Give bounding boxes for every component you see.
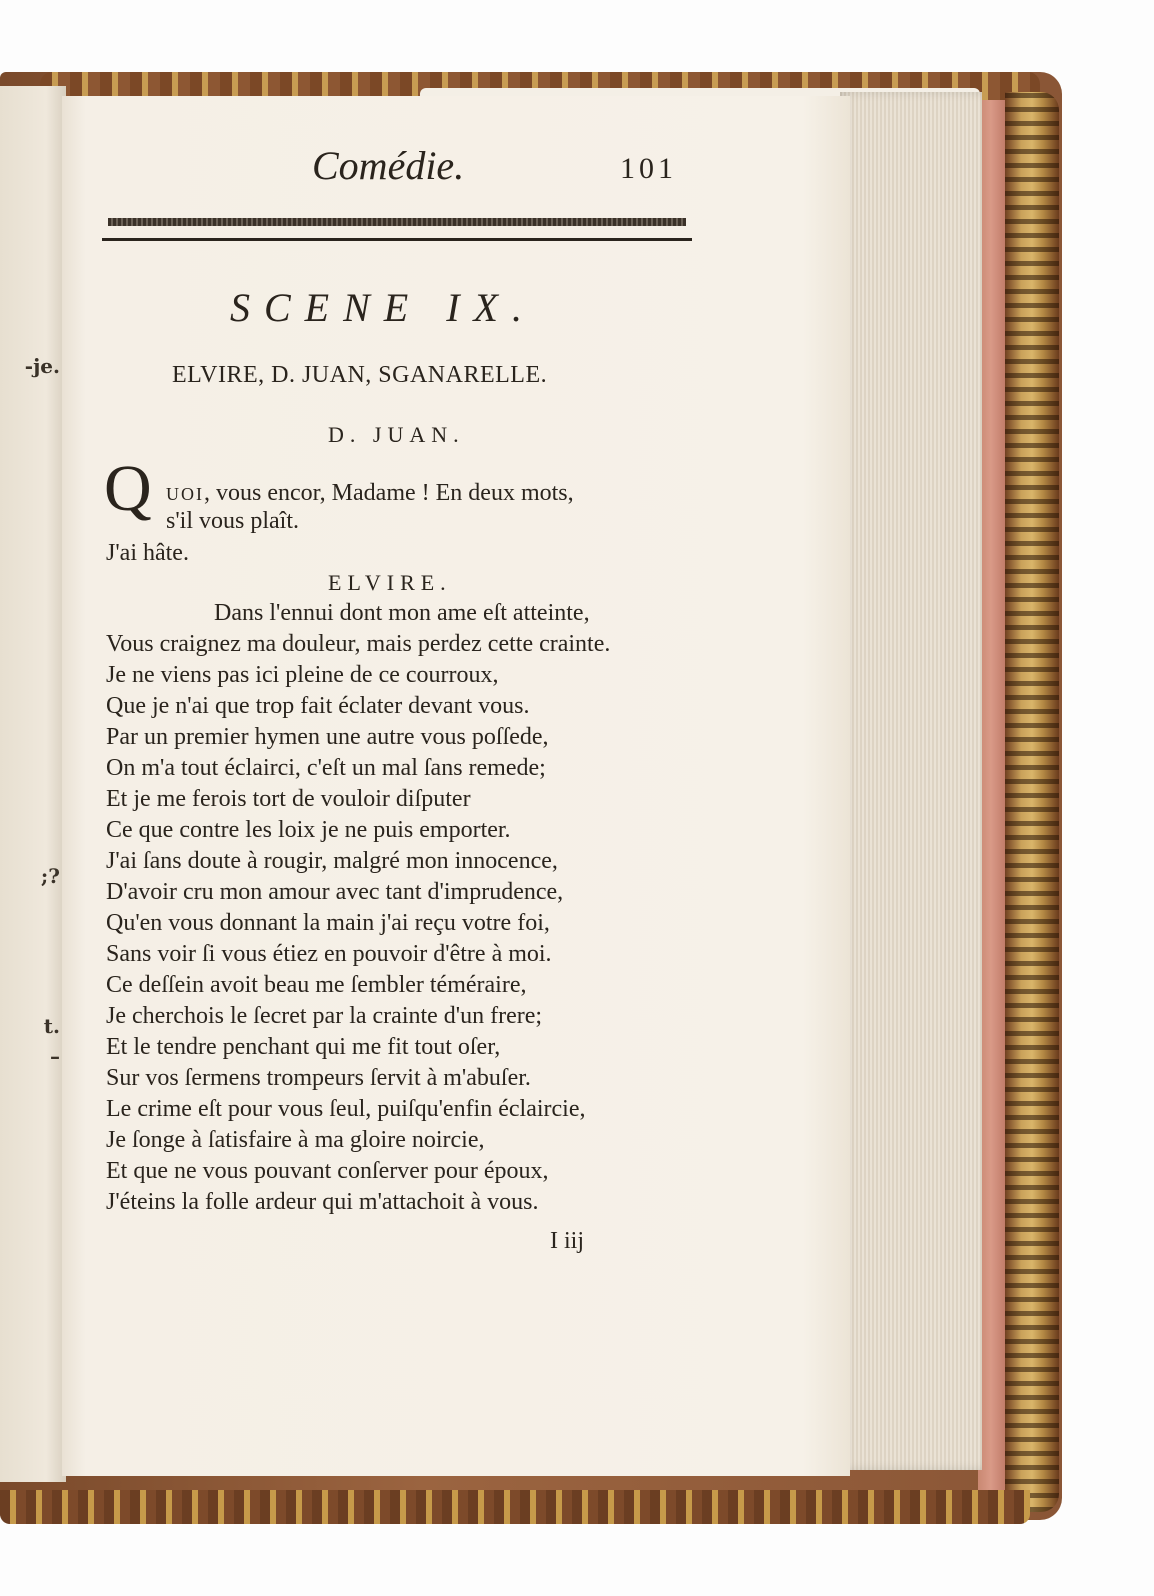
header-rule <box>102 238 692 241</box>
speaker-name: ELVIRE. <box>328 570 452 595</box>
verse-line: Le crime eſt pour vous ſeul, puiſqu'enfin éclaircie, <box>106 1096 586 1122</box>
left-page-fragment: – <box>50 1044 60 1068</box>
verse-line: On m'a tout éclairci, c'eſt un mal ſans remede; <box>106 755 546 781</box>
drop-cap: Q <box>104 452 152 525</box>
signature-mark: I iij <box>550 1228 584 1254</box>
verse-line: Je cherchois le ſecret par la crainte d'un frere; <box>106 1003 543 1029</box>
verse-line: Sans voir ſi vous étiez en pouvoir d'être à moi. <box>106 941 552 967</box>
verse-line: Je ne viens pas ici pleine de ce courroux, <box>106 662 499 688</box>
verse-line: Et que ne vous pouvant conſerver pour époux, <box>106 1158 549 1184</box>
first-line-text: , vous encor, Madame ! En deux mots, <box>204 480 574 506</box>
verse-line: Ce que contre les loix je ne puis emporter. <box>106 817 511 843</box>
verse-line: Ce deſſein avoit beau me ſembler téméraire, <box>106 972 527 998</box>
gilded-spine <box>1005 92 1059 1512</box>
scene-title: SCENE IX. <box>230 285 536 330</box>
text-line: s'il vous plaît. <box>166 508 299 534</box>
ornamental-rule <box>108 218 686 226</box>
verse-line: Je ſonge à ſatisfaire à ma gloire noircie, <box>106 1127 485 1153</box>
left-page-fragment: ;? <box>40 864 60 888</box>
first-word-small-caps: UOI <box>166 484 204 504</box>
verse-line: Et je me ferois tort de vouloir diſputer <box>106 786 471 812</box>
verse-line: D'avoir cru mon amour avec tant d'imprudence, <box>106 879 564 905</box>
first-line <box>166 480 574 507</box>
verse-line: Et le tendre penchant qui me fit tout oſer, <box>106 1034 501 1060</box>
verse-line: Par un premier hymen une autre vous poſſede, <box>106 724 549 750</box>
left-facing-page <box>0 86 66 1482</box>
running-title: Comédie. <box>312 143 465 188</box>
text-line: J'ai hâte. <box>106 540 189 566</box>
characters-list: ELVIRE, D. JUAN, SGANARELLE. <box>172 362 548 388</box>
verse-line: Sur vos ſermens trompeurs ſervit à m'abuſer. <box>106 1065 531 1091</box>
cover-bottom-edge <box>0 1490 1030 1524</box>
book-page <box>62 96 850 1476</box>
verse-line: Dans l'ennui dont mon ame eſt atteinte, <box>214 600 590 626</box>
left-page-fragment: -je. <box>24 354 60 378</box>
page-number: 101 <box>620 152 677 185</box>
page-fore-edge <box>840 92 982 1470</box>
verse-line: Vous craignez ma douleur, mais perdez cette crainte. <box>106 631 611 657</box>
verse-line: J'éteins la folle ardeur qui m'attachoit à vous. <box>106 1189 539 1215</box>
left-page-fragment: t. <box>43 1014 60 1038</box>
verse-line: Qu'en vous donnant la main j'ai reçu votre foi, <box>106 910 550 936</box>
verse-line: Que je n'ai que trop fait éclater devant vous. <box>106 693 530 719</box>
speaker-name: D. JUAN. <box>328 422 465 447</box>
verse-line: J'ai ſans doute à rougir, malgré mon innocence, <box>106 848 558 874</box>
